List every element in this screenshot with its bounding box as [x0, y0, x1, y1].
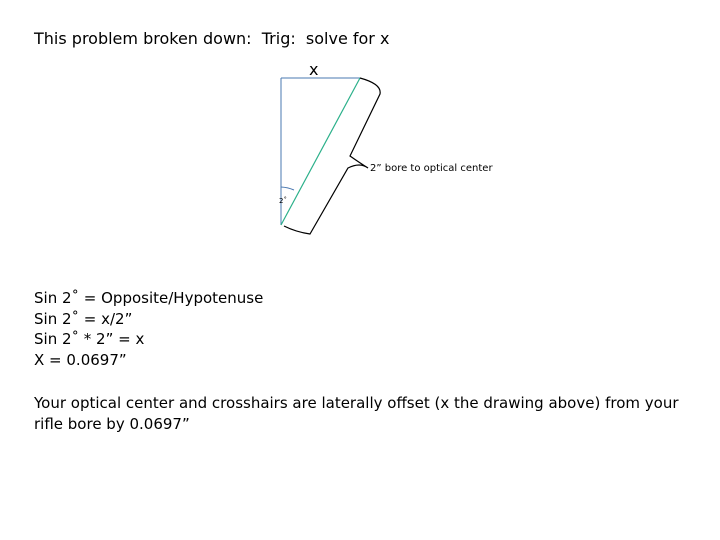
math-line: Sin 2˚ * 2” = x [34, 330, 145, 348]
math-line: X = 0.0697” [34, 350, 127, 369]
bore-brace [284, 78, 380, 234]
math-steps [34, 288, 263, 370]
angle-arc [281, 187, 294, 190]
math-line: Sin 2˚ = x/2” [34, 309, 133, 328]
x-label: x [309, 60, 319, 79]
angle-label: 2˚ [279, 197, 287, 205]
conclusion-text: Your optical center and crosshairs are laterally offset (x the drawing above) from your rifle bore by 0.0697” [34, 394, 679, 433]
triangle-hypotenuse [281, 78, 360, 225]
slide-title: This problem broken down: Trig: solve for x [34, 29, 390, 48]
math-line: Sin 2˚ = Opposite/Hypotenuse [34, 289, 264, 307]
bore-label: 2” bore to optical center [370, 163, 493, 174]
